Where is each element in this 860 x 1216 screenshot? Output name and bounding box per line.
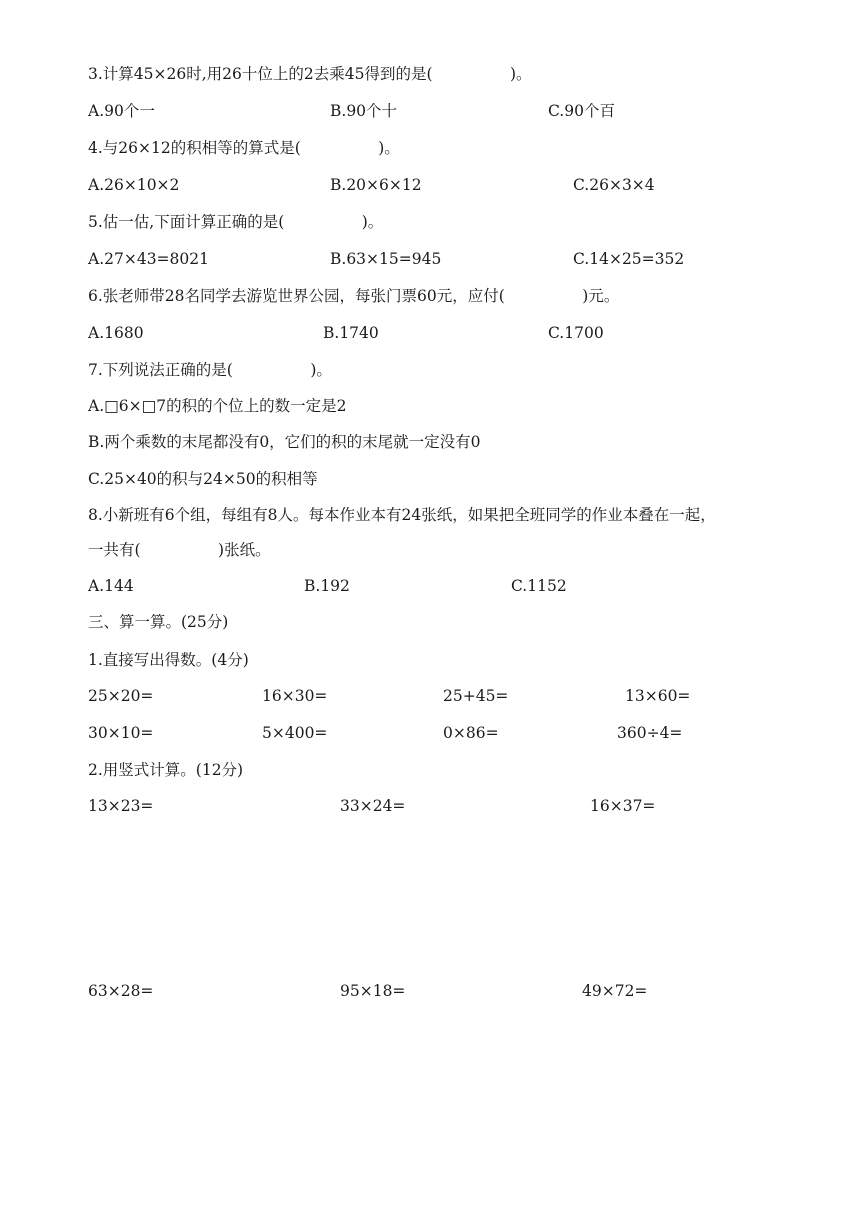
question-3-stem: 3.计算45×26时,用26十位上的2去乘45得到的是( )。: [88, 65, 532, 83]
vertical-calc-item: 16×37=: [590, 797, 656, 815]
vertical-calc-item: 63×28=: [88, 982, 154, 1000]
question-8-stem-line-1: 8.小新班有6个组，每组有8人。每本作业本有24张纸，如果把全班同学的作业本叠在一起，: [88, 506, 716, 524]
question-3-option-b: B.90个十: [330, 102, 398, 120]
question-6-option-c: C.1700: [548, 324, 604, 342]
question-3-option-c: C.90个百: [548, 102, 615, 120]
oral-calc-item: 13×60=: [625, 687, 691, 705]
question-8-option-a: A.144: [88, 577, 134, 595]
vertical-calc-item: 95×18=: [340, 982, 406, 1000]
question-4-option-a: A.26×10×2: [88, 176, 180, 194]
part-2-title: 2.用竖式计算。(12分): [88, 761, 244, 779]
question-8-stem-line-2: 一共有( )张纸。: [88, 541, 271, 559]
question-8-option-c: C.1152: [511, 577, 567, 595]
vertical-calc-item: 33×24=: [340, 797, 406, 815]
question-5-option-a: A.27×43=8021: [88, 250, 209, 268]
question-6-option-b: B.1740: [323, 324, 379, 342]
question-5-option-b: B.63×15=945: [330, 250, 442, 268]
question-5-stem: 5.估一估,下面计算正确的是( )。: [88, 213, 384, 231]
oral-calc-item: 360÷4=: [617, 724, 683, 742]
question-7-option-b: B.两个乘数的末尾都没有0，它们的积的末尾就一定没有0: [88, 433, 481, 451]
vertical-calc-item: 49×72=: [582, 982, 648, 1000]
question-6-stem: 6.张老师带28名同学去游览世界公园，每张门票60元，应付( )元。: [88, 287, 620, 305]
question-7-option-c: C.25×40的积与24×50的积相等: [88, 470, 318, 488]
part-1-title: 1.直接写出得数。(4分): [88, 651, 249, 669]
question-3-option-a: A.90个一: [88, 102, 155, 120]
oral-calc-item: 5×400=: [262, 724, 328, 742]
question-5-option-c: C.14×25=352: [573, 250, 685, 268]
question-4-stem: 4.与26×12的积相等的算式是( )。: [88, 139, 400, 157]
oral-calc-item: 25×20=: [88, 687, 154, 705]
question-7-option-a: A.□6×□7的积的个位上的数一定是2: [88, 397, 347, 415]
vertical-calc-item: 13×23=: [88, 797, 154, 815]
oral-calc-item: 25+45=: [443, 687, 509, 705]
oral-calc-item: 30×10=: [88, 724, 154, 742]
question-4-option-c: C.26×3×4: [573, 176, 655, 194]
section-3-title: 三、算一算。(25分): [88, 613, 229, 631]
question-4-option-b: B.20×6×12: [330, 176, 422, 194]
question-7-stem: 7.下列说法正确的是( )。: [88, 361, 332, 379]
question-6-option-a: A.1680: [88, 324, 144, 342]
oral-calc-item: 0×86=: [443, 724, 499, 742]
oral-calc-item: 16×30=: [262, 687, 328, 705]
question-8-option-b: B.192: [304, 577, 350, 595]
